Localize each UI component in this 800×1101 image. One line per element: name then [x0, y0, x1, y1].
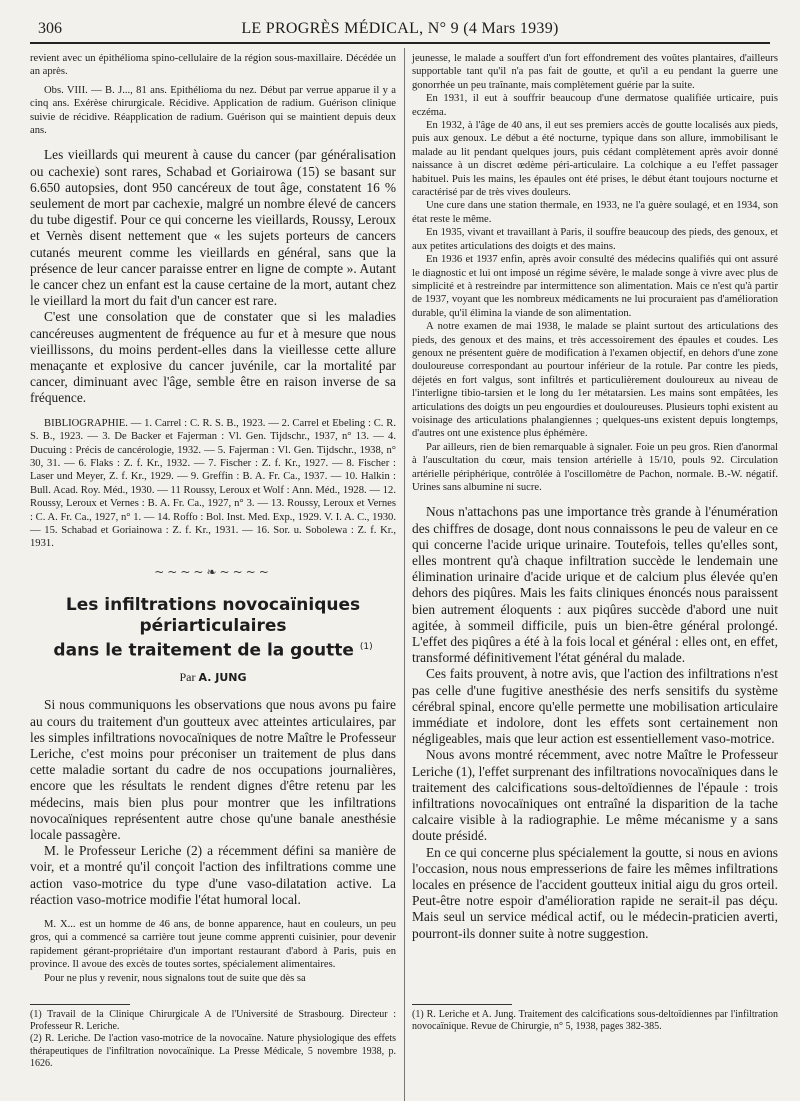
paragraph: Les vieillards qui meurent à cause du cancer (par généralisation ou cachexie) sont rares, Schabad et Goriairowa (15) se basant sur 6.650 autopsies, dont 950 cancéreux de tout âge, constatent 16 % seulement de mort par cachexie, malgré un nombre élevé de cancers du tube digestif. Pour ce qui concerne les vieillards, Roussy, Leroux et Vernès disent nettement que « les sujets porteurs de cancers cutanés meurent comme les vieillards en général, sans que la présence de leur cancer paraisse entrer en ligne de compte ». Autant le cancer chez un enfant est la cause certaine de la mort, autant chez le vieillard la mort du fait d'un cancer est rare.	[30, 147, 396, 309]
footnote-marker: (1)	[359, 641, 373, 652]
footnotes-left	[30, 1004, 396, 1070]
paragraph: En ce qui concerne plus spécialement la goutte, si nous en avions l'occasion, nous nous empresserions de faire les mêmes infiltrations locales en présence de l'accident goutteux initial aigu du gros orteil. Peut-être notre espoir d'amélioration rapide ne serait-il pas déçu. Mais seul un service médical actif, ou le médecin-praticien averti, pourront-ils donner suite à notre suggestion.	[412, 844, 778, 941]
author-name: A. JUNG	[198, 671, 247, 685]
paragraph: Si nous communiquons les observations que nous avons pu faire au cours du traitement d'un goutteux avec atteintes articulaires, par les simples infiltrations novocaïniques de notre Maître le Professeur Leriche, c'est moins pour préconiser un traitement de plus dans cette maladie sortant du cadre de nos occupations journalières, encore que les résultats le rendent dignes d'être retenu par les médecins, mais bien plus pour montrer que les infiltrations novocaïniques représentent autre chose qu'une banale anesthésie locale passagère.	[30, 697, 396, 843]
paragraph: Nous avons montré récemment, avec notre Maître le Professeur Leriche (1), l'effet surprenant des infiltrations novocaïniques dans le traitement des calcifications sous-deltoïdiennes de l'épaule : trois infiltrations novocaïniques ont entraîné la disparition de la tache calcaire visible à la radiographie. Le même mécanisme y a sans doute présidé.	[412, 747, 778, 844]
paragraph: En 1932, à l'âge de 40 ans, il eut ses premiers accès de goutte localisés aux pieds, puis aux genoux. Le début a été nocturne, typique dans son allure, immobilisant le malade au lit pendant quelques jours, puis cédant complètement après avoir donné naissance à un discret œdème péri-articulaire. La colchique a eu l'effet passager habituel. Puis les mains, les épaules ont été prises, le début étant toujours nocturne et caractérisé par de très vives douleurs.	[412, 120, 778, 199]
paragraph: Ces faits prouvent, à notre avis, que l'action des infiltrations n'est pas celle d'une fugitive anesthésie des nerfs sensitifs du système cérébral spinal, encore qu'elle permette une mobilisation articulaire immédiate et indolore, dont les effets sont certainement non négligeables, mais que leur action est essentiellement vaso-motrice.	[412, 666, 778, 747]
paragraph: En 1935, vivant et travaillant à Paris, il souffre beaucoup des pieds, des genoux, et aux petites articulations des doigts et des mains.	[412, 227, 778, 252]
paragraph: C'est une consolation que de constater que si les maladies cancéreuses augmentent de fréquence au fur et à mesure que nous vieillissons, du moins perdent-elles dans la vieillesse cette allure menaçante et explosive du cancer juvénile, car la mortalité par cancer, diminuant avec l'âge, semble être en raison inverse de sa fréquence.	[30, 309, 396, 406]
article-title-line-3	[30, 637, 396, 662]
paragraph: Par ailleurs, rien de bien remarquable à signaler. Foie un peu gros. Rien d'anormal à l'auscultation du cœur, mais tension artérielle à 15/10, pouls 92. Circulation artérielle périphérique, contrôlée à l'oscillomètre de Pachon, normale. B.-W. négatif. Urines sans albumine ni sucre.	[412, 441, 778, 493]
running-header	[30, 20, 770, 44]
paragraph: revient avec un épithélioma spino-cellulaire de la région sous-maxillaire. Décédée un an après.	[30, 53, 396, 78]
footnote: (1) Travail de la Clinique Chirurgicale A de l'Université de Strasbourg. Directeur : Professeur R. Leriche.	[30, 1009, 396, 1033]
observation-viii: Obs. VIII. — B. J..., 81 ans. Epithélioma du nez. Début par verrue apparue il y a cinq ans. Exérèse chirurgicale. Récidive. Application de radium. Guérison clinique suivie de récidive. Réapplication de radium. Guérison qui se maintient depuis deux ans.	[30, 84, 396, 137]
paragraph: M. le Professeur Leriche (2) a récemment défini sa manière de voir, et a montré qu'il conçoit l'action des infiltrations comme une action vaso-motrice du type d'une vaso-dilatation active. La réaction vaso-motrice modifie l'état humoral local.	[30, 843, 396, 907]
paragraph: En 1931, il eut à souffrir beaucoup d'une dermatose qualifiée urticaire, puis eczéma.	[412, 93, 778, 118]
author-prefix: Par	[179, 670, 196, 685]
footnote-rule	[30, 1004, 130, 1005]
footnote: (2) R. Leriche. De l'action vaso-motrice de la novocaïne. Nature physiologique des effets thérapeutiques de l'infiltration novocaïnique. La Presse Médicale, 5 novembre 1938, p. 1626.	[30, 1033, 396, 1069]
paragraph: Nous n'attachons pas une importance très grande à l'énumération des chiffres de dosage, dont nous connaissons le peu de valeur en ce qui concerne l'acide urique urinaire. Toutefois, telles qu'elles sont, elles montrent qu'à chaque infiltration succède le lendemain une élimination urinaire d'acide urique et de calcium plus élevée qu'en dehors des piqûres. Mais les faits cliniques énoncés nous paraissent bien autrement éloquents : aux piqûres succède d'abord une nuit agitée, à sommeil difficile, puis un bien-être général prolongé. L'effet des piqûres a été à la fois local et général : elles ont, en effet, transformé définitivement l'état général du malade.	[412, 504, 778, 666]
section-ornament: ~~~~❧~~~~	[154, 564, 272, 579]
page-number: 306	[38, 20, 62, 37]
paragraph: jeunesse, le malade a souffert d'un fort effondrement des voûtes plantaires, d'ailleurs supportable tant qu'il n'a pas fait de goutte, et qu'il a eu pendant la guerre une gonorrhée un peu traînante, mais complètement guérie par la suite.	[412, 53, 778, 91]
bibliography: BIBLIOGRAPHIE. — 1. Carrel : C. R. S. B., 1923. — 2. Carrel et Ebeling : C. R. S. B., 1923. — 3. De Backer et Fajerman : Vl. Gen. Tijdschr., 1937, n° 13. — 4. Ducuing : Précis de cancérologie, 1932. — 5. Fajerman : Vl. Gen. Tijdschr., 1938, n° 30, 31. — 6. Flaks : Z. f. Kr., 1932. — 7. Fischer : Z. f. Kr., 1927. — 8. Fischer : Laser und Meyer, Z. f. Kr., 1929. — 9. Greffin : B. A. Fr. Ca., 1937. — 10. Halkin : Bull. Acad. Roy. Méd., 1930. — 11 Roussy, Leroux et Wolf : Ann. Méd., 1928. — 12. Roussy, Leroux et Vernes : B. A. Fr. Ca., 1927, n° 3. — 13. Roussy, Leroux et Vernes : C. A. Fr. Ca., 1927, n° 1. — 14. Roffo : Bol. Inst. Med. Exp., 1929. V. I. A. C., 1930. — 15. Schabad et Goriainowa : Z. f. Kr., 1931. — 16. Sor. u. Sobolewa : Z. f. Kr., 1931.	[30, 417, 396, 550]
paragraph: Pour ne plus y revenir, nous signalons tout de suite que dès sa	[44, 972, 306, 984]
case-description: M. X... est un homme de 46 ans, de bonne apparence, haut en couleurs, un peu gros, qui a commencé sa carrière tout jeune comme apprenti cuisinier, pour devenir rapidement gérant-propriétaire d'un important restaurant d'abord à Paris, puis en province. Il avoue des excès de toutes sortes, spécialement alimentaires.	[30, 919, 396, 971]
footnote: (1) R. Leriche et A. Jung. Traitement des calcifications sous-deltoïdiennes par l'infiltration novocaïnique. Revue de Chirurgie, n° 5, 1938, pages 382-385.	[412, 1009, 778, 1033]
byline	[30, 670, 396, 685]
journal-title: LE PROGRÈS MÉDICAL, N° 9 (4 Mars 1939)	[241, 20, 559, 37]
column-divider	[404, 48, 405, 1101]
left-column	[30, 52, 396, 985]
article-title-text: dans le traitement de la goutte	[53, 640, 354, 661]
paragraph: A notre examen de mai 1938, le malade se plaint surtout des articulations des pieds, des genoux et des mains, et très accessoirement des épaules et coudes. Les genoux ne présentent guère de modification à l'examen objectif, en dehors d'une zone douloureuse correspondant au pourtour inférieur de la rotule. Par contre les pieds, déjetés en fort valgus, sont infiltrés et particulièrement douloureux au niveau de l'interligne tibio-tarsien et le long du 1er métatarsien. Les mains sont empâtées, les articulations des doigts un peu engourdies et douloureuses. Plusieurs tophi existent au voisinage des articulations phalangiennes ; quelques-uns existent depuis longtemps, d'autres ont une existence plus éphémère.	[412, 321, 778, 440]
right-column	[412, 52, 778, 942]
article-title-line-2: périarticulaires	[139, 615, 287, 636]
footnote-rule	[412, 1004, 512, 1005]
paragraph: Une cure dans une station thermale, en 1933, ne l'a guère soulagé, et en 1934, son état reste le même.	[412, 200, 778, 225]
footnotes-right	[412, 1004, 778, 1033]
paragraph: En 1936 et 1937 enfin, après avoir consulté des médecins qualifiés qui ont assuré le diagnostic et lui ont imposé un régime sévère, le malade songe à vivre avec plus de simplicité et à restreindre par intermittence son alimentation. Mais ce n'est qu'à partir de 1937, voyant que les nombreux médicaments ne lui procuraient pas d'amélioration durable, qu'il élimina la viande de son alimentation.	[412, 254, 778, 319]
article-title-line-1: Les infiltrations novocaïniques	[65, 594, 361, 615]
